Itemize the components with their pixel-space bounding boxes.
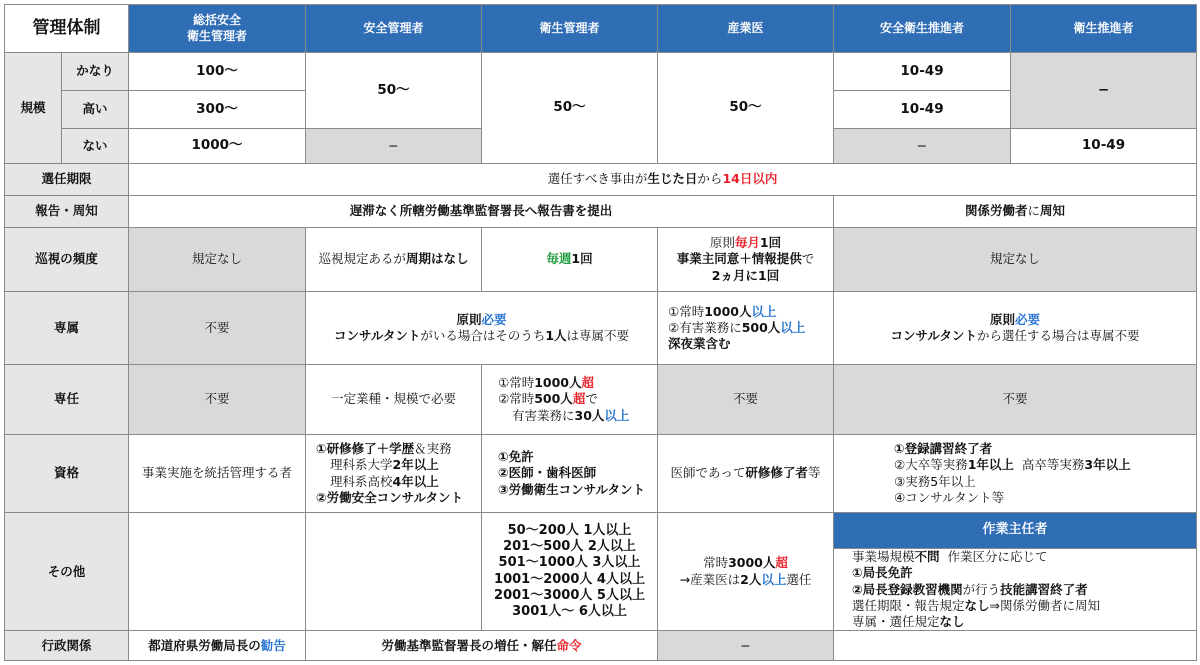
row-label-qualification: 資格	[5, 435, 129, 513]
report-left: 遅滞なく所轄労働基準監督署長へ報告書を提出	[129, 196, 834, 228]
row-label-exclusive: 専属	[5, 292, 129, 365]
admin-sokatsu: 都道府県労働局長の勧告	[129, 631, 306, 661]
row-label-report: 報告・周知	[5, 196, 129, 228]
admin-right	[834, 631, 1197, 661]
col-header-eisei: 衛生管理者	[482, 5, 658, 53]
row-label-admin: 行政関係	[5, 631, 129, 661]
management-system-table	[4, 4, 1197, 661]
admin-mid: 労働基準監督署長の増任・解任命令	[306, 631, 658, 661]
other-anzen	[306, 513, 482, 631]
scale-eisei-suishin-none: −	[1011, 53, 1197, 129]
qual-anzen: ①研修修了＋学歴＆実務 理科系大学2年以上 理科系高校4年以上 ②労働安全コンサルタント	[306, 435, 482, 513]
fulltime-suishin: 不要	[834, 365, 1197, 435]
sagyo-header: 作業主任者	[834, 513, 1197, 549]
other-sokatsu	[129, 513, 306, 631]
fulltime-sokatsu: 不要	[129, 365, 306, 435]
scale-sokatsu-1: 100〜	[129, 53, 306, 91]
qual-sangyoui: 医師であって研修修了者等	[658, 435, 834, 513]
qual-sokatsu: 事業実施を統括管理する者	[129, 435, 306, 513]
qual-suishin: ①登録講習終了者 ②大卒等実務1年以上 高卒等実務3年以上 ③実務5年以上 ④コンサルタント等	[834, 435, 1197, 513]
scale-suishin-1: 10-49	[834, 53, 1011, 91]
row-label-other: その他	[5, 513, 129, 631]
patrol-sangyoui: 原則毎月1回 事業主同意＋情報提供で 2ヵ月に1回	[658, 228, 834, 292]
scale-sub-2: 高い	[62, 91, 129, 129]
table-title: 管理体制	[5, 5, 129, 53]
admin-sangyoui: −	[658, 631, 834, 661]
row-label-scale: 規模	[5, 53, 62, 164]
scale-sokatsu-2: 300〜	[129, 91, 306, 129]
row-label-fulltime: 専任	[5, 365, 129, 435]
report-right: 関係労働者に周知	[834, 196, 1197, 228]
sagyo-body: 事業場規模不問 作業区分に応じて ①局長免許 ②局長登録教習機関が行う技能講習終了者 選任期限・報告規定なし⇒関係労働者に周知 専属・選任規定なし	[834, 549, 1197, 631]
exclusive-sangyoui: ①常時1000人以上 ②有害業務に500人以上 深夜業含む	[658, 292, 834, 365]
scale-suishin-none: −	[834, 129, 1011, 164]
exclusive-mid: 原則必要 コンサルタントがいる場合はそのうち1人は専属不要	[306, 292, 658, 365]
scale-sub-3: ない	[62, 129, 129, 164]
qual-eisei: ①免許 ②医師・歯科医師 ③労働衛生コンサルタント	[482, 435, 658, 513]
scale-sokatsu-3: 1000〜	[129, 129, 306, 164]
scale-eisei-suishin: 10-49	[1011, 129, 1197, 164]
row-label-deadline: 選任期限	[5, 164, 129, 196]
col-header-suishin: 安全衛生推進者	[834, 5, 1011, 53]
deadline-text: 選任すべき事由が生じた日から14日以内	[129, 164, 1197, 196]
other-eisei-list: 50〜200人 1人以上 201〜500人 2人以上 501〜1000人 3人以上 1001〜2000人 4人以上 2001〜3000人 5人以上 3001人〜 6人以上	[482, 513, 658, 631]
fulltime-eisei: ①常時1000人超 ②常時500人超で 有害業務に30人以上	[482, 365, 658, 435]
col-header-eisei-suishin: 衛生推進者	[1011, 5, 1197, 53]
scale-eisei: 50〜	[482, 53, 658, 164]
patrol-sokatsu: 規定なし	[129, 228, 306, 292]
scale-anzen: 50〜	[306, 53, 482, 129]
exclusive-right: 原則必要 コンサルタントから選任する場合は専属不要	[834, 292, 1197, 365]
scale-sub-1: かなり	[62, 53, 129, 91]
row-label-patrol: 巡視の頻度	[5, 228, 129, 292]
col-header-anzen: 安全管理者	[306, 5, 482, 53]
scale-suishin-2: 10-49	[834, 91, 1011, 129]
exclusive-sokatsu: 不要	[129, 292, 306, 365]
other-sangyoui: 常時3000人超 →産業医は2人以上選任	[658, 513, 834, 631]
scale-sangyoui: 50〜	[658, 53, 834, 164]
patrol-eisei: 毎週1回	[482, 228, 658, 292]
col-header-sokatsu: 総括安全 衛生管理者	[129, 5, 306, 53]
patrol-anzen: 巡視規定あるが周期はなし	[306, 228, 482, 292]
patrol-suishin: 規定なし	[834, 228, 1197, 292]
col-header-sangyoui: 産業医	[658, 5, 834, 53]
scale-anzen-none: −	[306, 129, 482, 164]
fulltime-anzen: 一定業種・規模で必要	[306, 365, 482, 435]
fulltime-sangyoui: 不要	[658, 365, 834, 435]
